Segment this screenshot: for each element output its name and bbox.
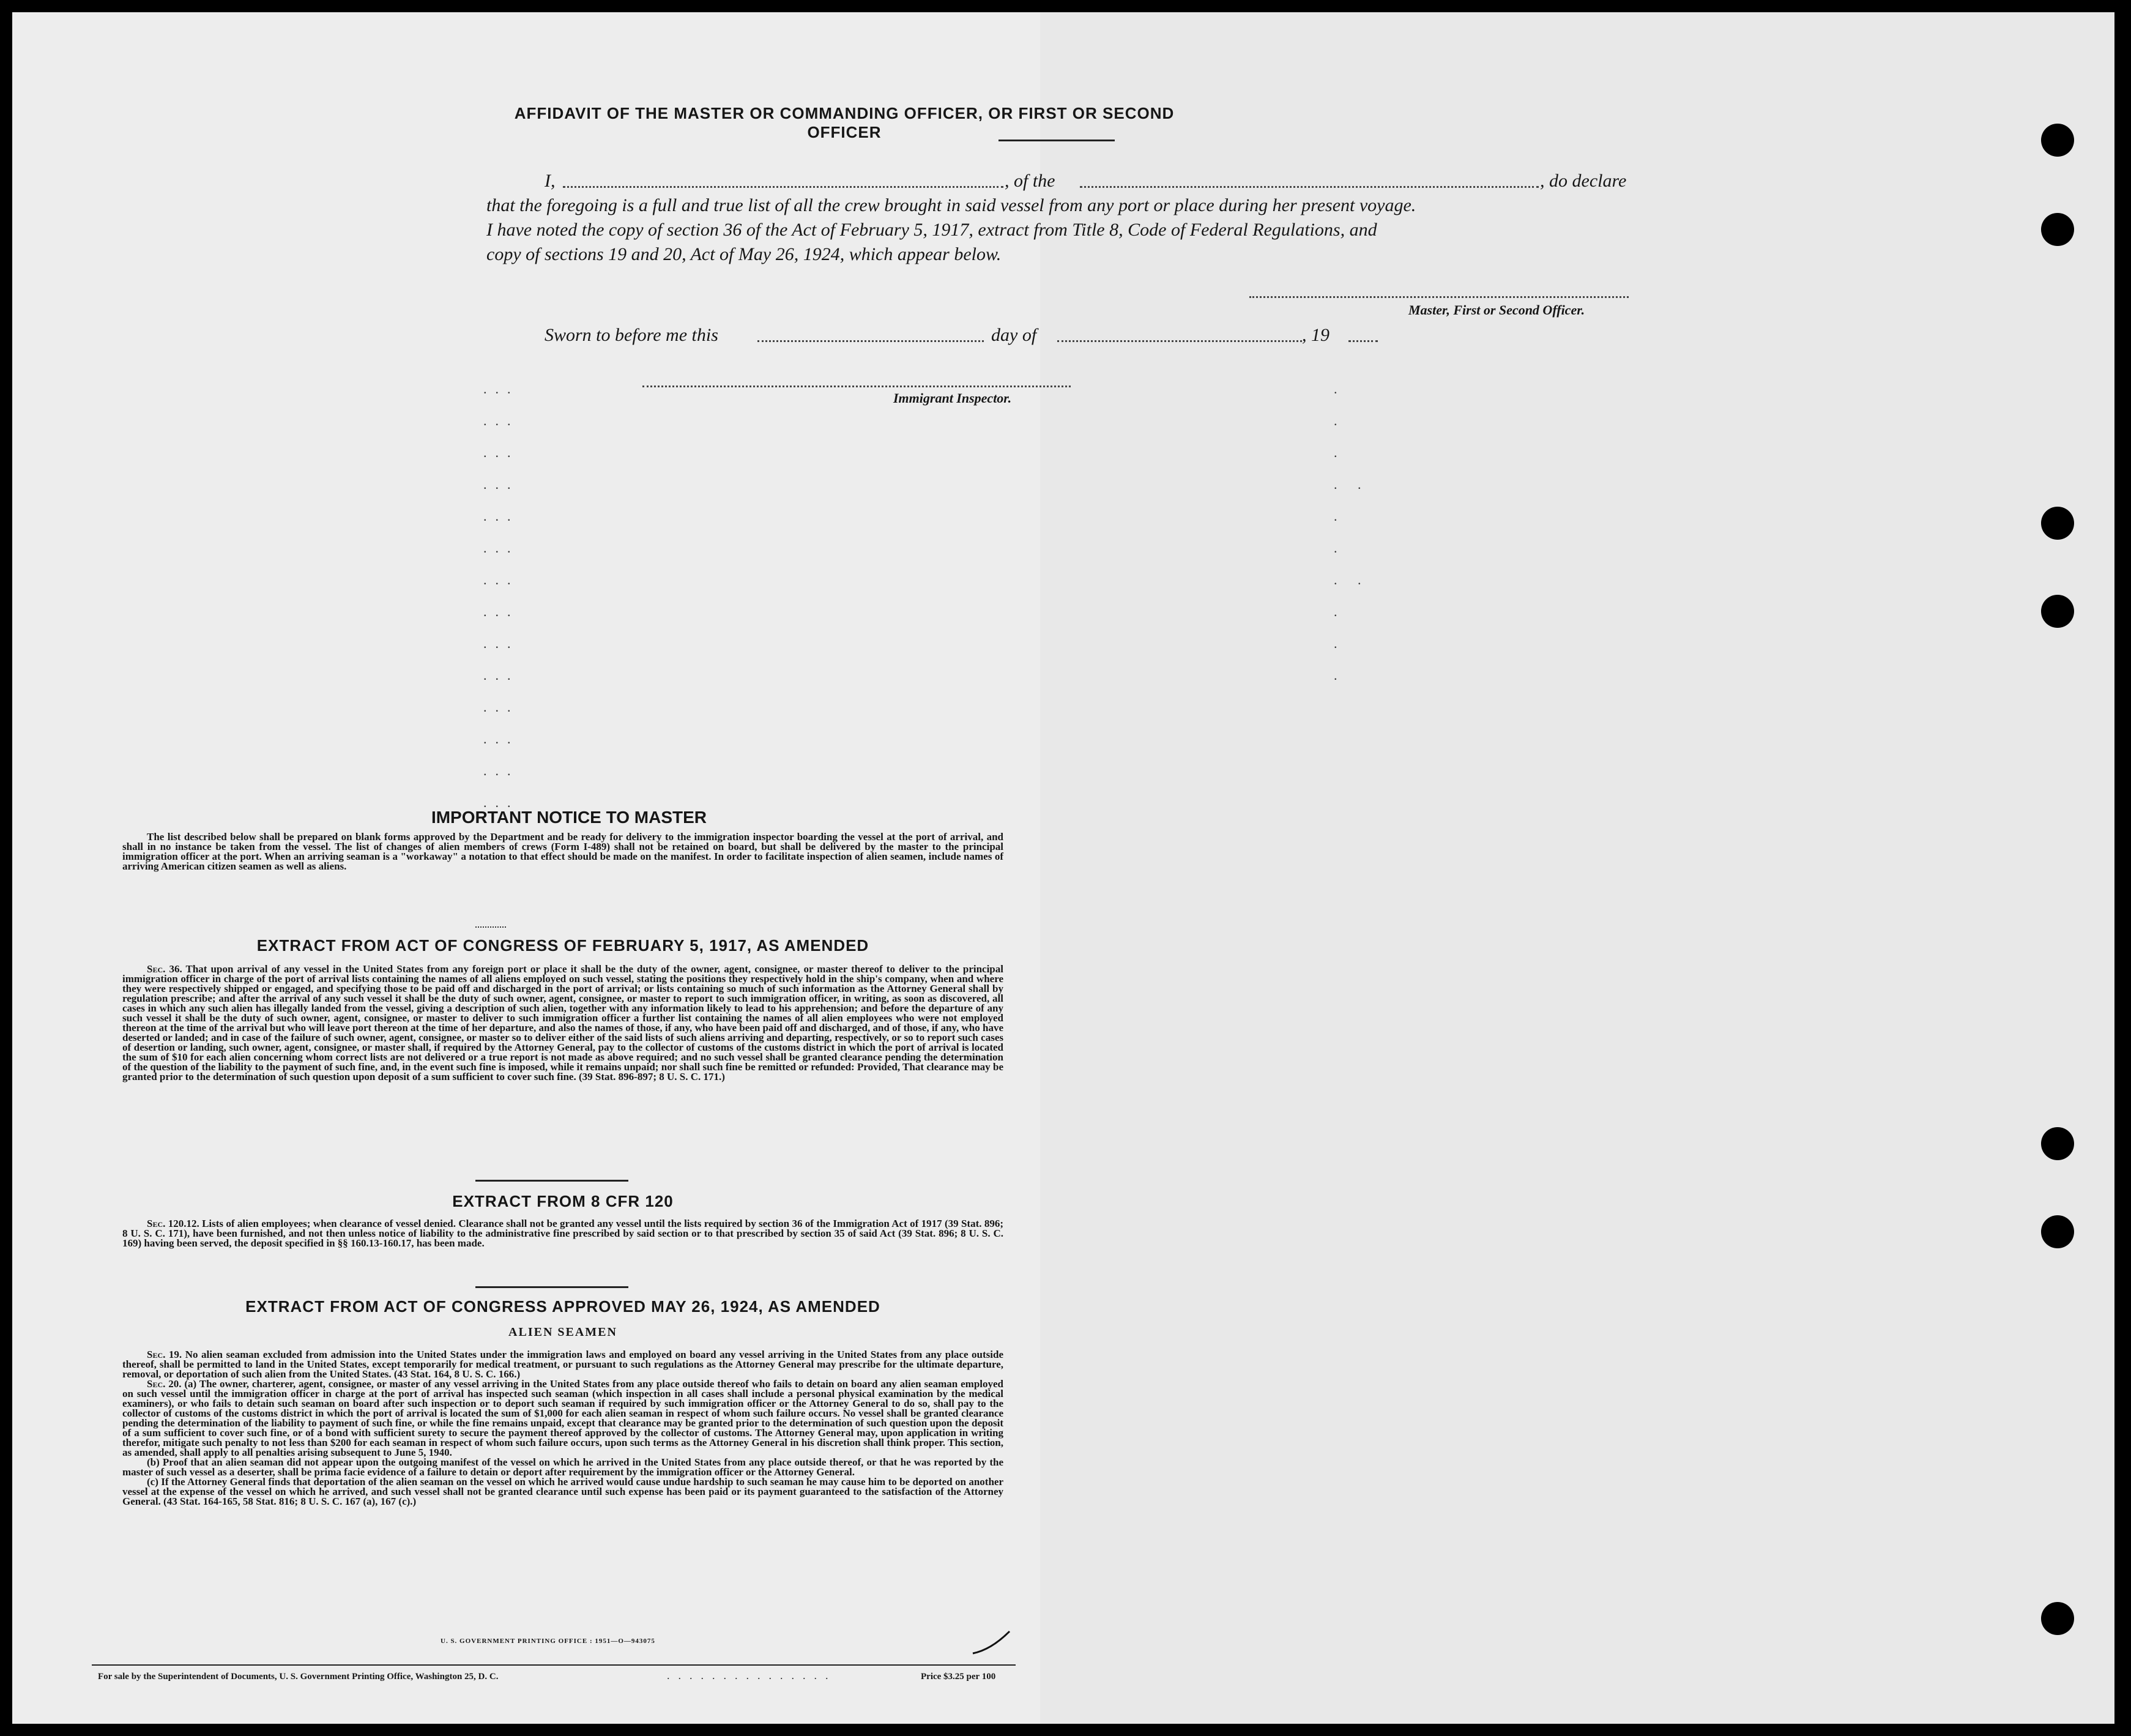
binder-hole [2041,1127,2074,1160]
right-blank-panel [1040,12,2114,1724]
sec-19-label: Sec. 19. [147,1349,182,1360]
bleed-dots-left: ... ... ... ... ... ... ... ... ... ... ... ... ... ... [483,381,519,810]
extract-1924-block [122,1350,1003,1507]
extract-cfr-title: EXTRACT FROM 8 CFR 120 [452,1192,674,1210]
binder-hole [2041,595,2074,628]
sec-120-text: Lists of alien employees; when clearance of vessel denied. Clearance shall not be granted any vessel until the lists required by section 36 of the Immigration Act of 1917 (39 Stat. 896; 8 U. S. C. 171), have been furnished, and not then unless notice of liability to the administrative fine prescribed by said section or to that prescribed by section 35 of said Act (39 Stat. 896; 8 U. S. C. 169) having been served, the deposit specified in §§ 160.13-160.17, has been made. [122,1218,1004,1249]
footer-leader-dots: ............... [667,1669,837,1682]
sworn-year-label: , 19 [1302,325,1330,345]
extract-1917-block [122,964,1003,1082]
footer-rule [92,1664,1016,1666]
master-signature-label: Master, First or Second Officer. [1408,302,1585,318]
binder-hole [2041,1602,2074,1635]
vessel-field-line[interactable] [1080,186,1539,188]
affidavit-line1-prefix: I, [545,171,556,191]
notice-block [122,832,1003,871]
sec-36-text: That upon arrival of any vessel in the United States from any foreign port or place it shall be the duty of the owner, agent, consignee, or master thereof to deliver to the principal immigration officer in charge of the port of arrival lists containing the names of all aliens employed on such vessel, stating the positions they respectively hold in the ship's company, when and where they were respectively shipped or engaged, and specifying those to be paid off and discharged in the port of arrival; or lists containing so much of such information as the Attorney General shall by regulation prescribe; and after the arrival of any such vessel it shall be the duty of such owner, agent, consignee, or master to report to such immigration officer, in writing, as soon as discovered, all cases in which any such alien has illegally landed from the vessel, giving a description of such alien, together with any information likely to lead to his apprehension; and before the departure of any such vessel it shall be the duty of such owner, agent, consignee, or master to deliver to such immigration officer a further list containing the names of all alien employees who were not employed thereon at the time of the arrival but who will leave port thereon at the time of her departure, and also the names of those, if any, who have been paid off and discharged, and of those, if any, who have deserted or landed; and in case of the failure of such owner, agent, consignee, or master so to deliver either of the said lists of such aliens arriving and departing, respectively, or so to report such cases of desertion or landing, such owner, agent, consignee, or master shall, if required by the Attorney General, pay to the collector of customs of the customs district in which the port of arrival is located the sum of $10 for each alien concerning whom correct lists are not delivered or a true report is not made as above required; and no such vessel shall be granted clearance pending the determination of the question of the liability to the payment of such fine, and, in the event such fine is imposed, while it remains unpaid; nor shall such fine be remitted or refunded: Provided, That clearance may be granted prior to the determination of such question upon deposit of a sum sufficient to cover such fine. (39 Stat. 896-897; 8 U. S. C. 171.) [122,963,1003,1082]
extract-1917-title: EXTRACT FROM ACT OF CONGRESS OF FEBRUARY 5, 1917, AS AMENDED [256,936,869,955]
divider [475,1180,628,1182]
sworn-month-line[interactable] [1057,340,1302,342]
sworn-day-line[interactable] [757,340,984,342]
sec-20b-text: (b) Proof that an alien seaman did not appear upon the outgoing manifest of the vessel on which he arrived in the United States from any place outside thereof, or that he was reported by the master of such vessel as a deserter, shall be prima facie evidence of a failure to detain or deport after requirement by the immigration officer or the Attorney General. [122,1456,1003,1478]
bleed-dots-right: . . . . . . . . . . . . [1334,381,1370,683]
affidavit-line1-middle: , of the [1005,171,1055,191]
affidavit-line4: copy of sections 19 and 20, Act of May 26, 1924, which appear below. [486,244,1002,264]
sworn-year-line[interactable] [1348,340,1378,342]
master-signature-line[interactable] [1249,296,1629,298]
divider [475,926,506,928]
divider [475,1286,628,1288]
affidavit-line3: I have noted the copy of section 36 of the Act of February 5, 1917, extract from Title 8, Code of Federal Regulations, and [486,220,1377,240]
sec-120-label: Sec. 120.12. [147,1218,199,1229]
sec-19-text: No alien seaman excluded from admission into the United States under the immigration laws and employed on board any vessel arriving in the United States from any place outside thereof, shall be permitted to land in the United States, except temporarily for medical treatment, or pursuant to such regulations as the Attorney General may prescribe for the ultimate departure, removal, or deportation of such alien from the United States. (43 Stat. 164, 8 U. S. C. 166.) [122,1349,1003,1380]
name-field-line[interactable] [563,186,1003,188]
affidavit-line1-suffix: , do declare [1540,171,1627,191]
price-label: Price $3.25 per 100 [921,1672,996,1682]
notice-text: The list described below shall be prepared on blank forms approved by the Department and be ready for delivery to the immigration inspector boarding the vessel at the port of arrival, and shall in no instance be taken from the vessel. The list of changes of alien members of crews (Form I-489) shall not be retained on board, but shall be delivered by the master to the principal immigration officer at the port. When an arriving seaman is a "workaway" a notation to that effect should be made on the manifest. In order to facilitate inspection of alien seamen, include names of arriving American citizen seamen as well as aliens. [122,831,1003,872]
sec-20a-text: (a) The owner, charterer, agent, consignee, or master of any vessel arriving in the United States from any place outside thereof who fails to detain on board any alien seaman employed on such vessel until the immigration officer in charge at the port of arrival has inspected such seaman (which inspection in all cases shall include a personal physical examination by the medical examiners), or who fails to detain such seaman on board after such inspection or to deport such seaman if required by such immigration officer or the Attorney General to do so, shall pay to the collector of customs of the customs district in which the port of arrival is located the sum of $1,000 for each alien seaman in respect of whom such failure occurs. No vessel shall be granted clearance pending the determination of the liability to payment of such fine, or while the fine remains unpaid, except that clearance may be granted prior to the determination of such question upon the deposit of a sum sufficient to cover such fine, or of a bond with sufficient surety to secure the payment thereof approved by the collector of customs. The Attorney General may, upon application in writing therefor, mitigate such penalty to not less than $200 for each seaman in respect of whom such failure occurs, upon such terms as the Attorney General in his discretion shall think proper. This section, as amended, shall apply to all penalties arising subsequent to June 5, 1940. [122,1378,1003,1458]
pen-mark [967,1628,1016,1658]
notice-title: IMPORTANT NOTICE TO MASTER [431,808,707,827]
extract-1924-title: EXTRACT FROM ACT OF CONGRESS APPROVED MAY 26, 1924, AS AMENDED [245,1297,880,1316]
divider [999,140,1115,141]
sworn-day-label: day of [991,325,1037,345]
sec-20-label: Sec. 20. [147,1378,182,1390]
affidavit-line2: that the foregoing is a full and true list of all the crew brought in said vessel from any port or place during her present voyage. [486,195,1416,215]
binder-hole [2041,124,2074,157]
gpo-imprint: U. S. GOVERNMENT PRINTING OFFICE : 1951—O—943075 [441,1637,655,1645]
sale-notice: For sale by the Superintendent of Documents, U. S. Government Printing Office, Washington 25, D. C. [98,1672,499,1682]
inspector-label: Immigrant Inspector. [893,390,1012,406]
document-page [12,12,2114,1724]
binder-hole [2041,507,2074,540]
sec-20c-text: (c) If the Attorney General finds that deportation of the alien seaman on the vessel on which he arrived would cause undue hardship to such seaman he may cause him to be deported on another vessel at the expense of the vessel on which he arrived, and such vessel shall not be granted clearance until such expense has been paid or its payment guaranteed to the satisfaction of the Attorney General. (43 Stat. 164-165, 58 Stat. 816; 8 U. S. C. 167 (a), 167 (c).) [122,1476,1003,1507]
binder-hole [2041,1215,2074,1248]
extract-cfr-block [122,1219,1003,1248]
affidavit-title: AFFIDAVIT OF THE MASTER OR COMMANDING OFFICER, OR FIRST OR SECOND OFFICER [514,104,1175,141]
sec-36-label: Sec. 36. [147,963,182,975]
inspector-signature-line[interactable] [642,386,1071,387]
binder-hole [2041,213,2074,246]
alien-seamen-subtitle: ALIEN SEAMEN [508,1325,617,1339]
sworn-prefix: Sworn to before me this [545,325,718,345]
